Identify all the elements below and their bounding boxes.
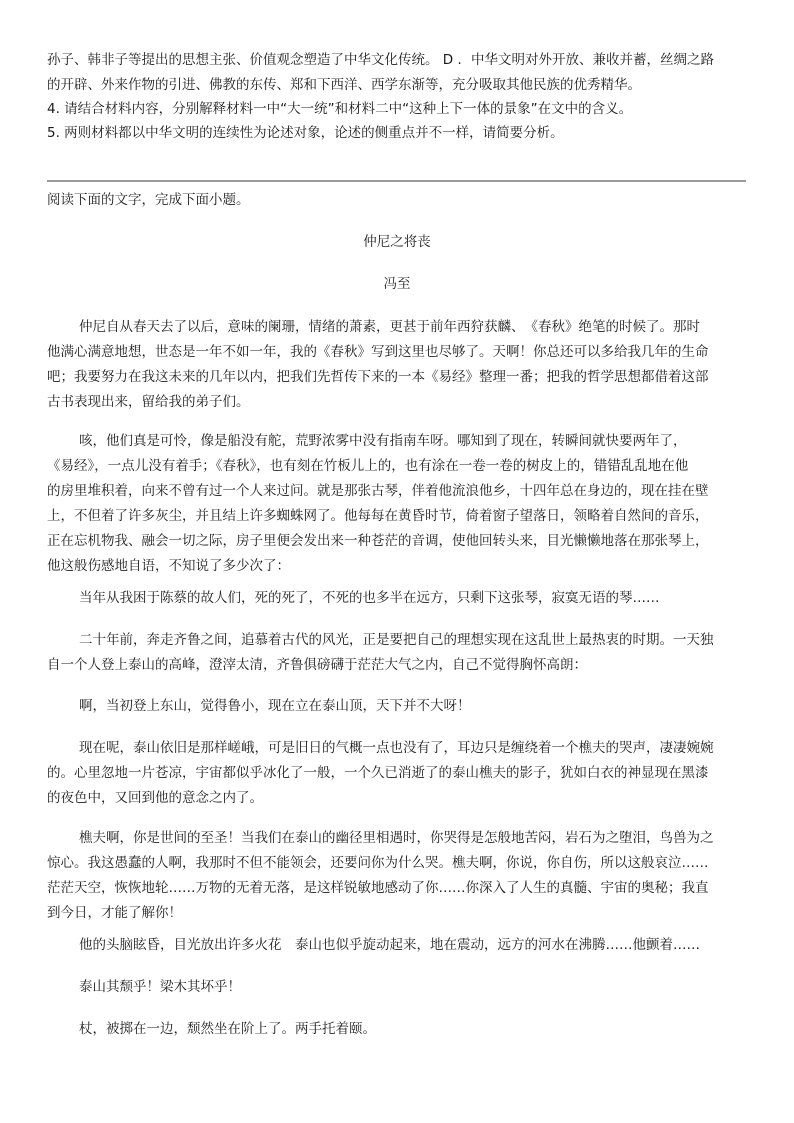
paragraph-line: 樵夫啊，你是世间的至圣！当我们在泰山的幽径里相遇时，你哭得是怎般地苦闷，岩石为之堕泪，鸟兽为之 — [79, 830, 714, 846]
question-4: 4. 请结合材料内容，分别解释材料一中“大一统”和材料二中“这种上下一体的景象”在文中的含义。 — [47, 101, 633, 117]
paragraph-9 — [47, 975, 747, 1000]
paragraph-line: 啊，当初登上东山，觉得鲁小，现在立在泰山顶，天下并不大呀！ — [79, 698, 471, 714]
paragraph-line: 惊心。我这愚蠢的人啊，我那时不但不能领会，还要问你为什么哭。樵夫啊，你说，你自伤，所以这般哀泣…… — [47, 855, 709, 871]
reading-instruction: 阅读下面的文字，完成下面小题。 — [47, 192, 250, 208]
paragraph-line: 的房里堆积着，向来不曾有过一个人来过问。就是那张古琴，伴着他流浪他乡，十四年总在身边的，现在挂在壁 — [47, 483, 709, 499]
question-5: 5. 两则材料都以中华文明的连续性为论述对象，论述的侧重点并不一样，请简要分析。 — [47, 125, 564, 141]
paragraph-line: 他满心满意地想，世态是一年不如一年，我的《春秋》写到这里也尽够了。天啊！你总还可以多给我几年的生命 — [47, 344, 709, 360]
paragraph-line: 正在忘机物我、融会一切之际，房子里便会发出来一种苍茫的音调，使他回转头来，目光懒懒地落在那张琴上， — [47, 533, 709, 549]
article-title: 仲尼之将丧 — [363, 234, 431, 250]
paragraph-6 — [47, 736, 747, 811]
paragraph-4 — [47, 628, 747, 678]
answer-option-text-line-1: 孙子、韩非子等提出的思想主张、价值观念塑造了中华文化传统。 D ．中华文明对外开放、兼收并蓄，丝绸之路 — [47, 52, 714, 68]
paragraph-2 — [47, 429, 747, 579]
paragraph-1 — [47, 315, 747, 415]
paragraph-3 — [47, 586, 747, 611]
section-divider — [47, 180, 746, 182]
paragraph-line: 仲尼自从春天去了以后，意味的阑珊，情绪的萧素，更甚于前年西狩获麟、 《春秋》绝笔的时候了。那时 — [79, 319, 700, 335]
article-author: 冯至 — [383, 276, 411, 292]
paragraph-line: 泰山其颓乎！梁木其坏乎！ — [79, 979, 241, 995]
paragraph-line: 吧；我要努力在我这未来的几年以内，把我们先哲传下来的一本《易经》整理一番；把我的哲学思想都借着这部 — [47, 369, 709, 385]
paragraph-line: 他这般伤感地自语，不知说了多少次了： — [47, 558, 290, 574]
answer-option-text-line-2: 的开辟、外来作物的引进、佛教的东传、郑和下西洋、西学东渐等，充分吸取其他民族的优秀精华。 — [47, 77, 641, 93]
paragraph-line: 二十年前，奔走齐鲁之间，追慕着古代的风光，正是要把自己的理想实现在这乱世上最热衷的时期。一天独 — [79, 632, 714, 648]
paragraph-line: 杖，被掷在一边，颓然坐在阶上了。两手托着颐。 — [79, 1021, 376, 1037]
paragraph-10 — [47, 1017, 747, 1042]
paragraph-line: 《易经》，一点儿没有着手；《春秋》，也有刻在竹板儿上的，也有涂在一卷一卷的树皮上的，错错乱乱地在他 — [47, 458, 689, 474]
paragraph-line: 到今日，才能了解你！ — [47, 905, 182, 921]
paragraph-5 — [47, 694, 747, 719]
paragraph-line: 当年从我困于陈蔡的故人们，死的死了，不死的也多半在远方，只剩下这张琴，寂寞无语的琴…… — [79, 590, 660, 606]
paragraph-line: 他的头脑眩昏，目光放出许多火花 泰山也似乎旋动起来，地在震动，远方的河水在沸腾……他颤着…… — [79, 937, 700, 953]
paragraph-line: 现在呢，泰山依旧是那样嵯峨，可是旧日的气概一点也没有了，耳边只是缠绕着一个樵夫的哭声，凄凄婉婉 — [79, 740, 714, 756]
paragraph-line: 古书表现出来，留给我的弟子们。 — [47, 394, 250, 410]
paragraph-line: 自一个人登上泰山的高峰，澄滓太清，齐鲁俱磅礴于茫茫大气之内，自己不觉得胸怀高朗： — [47, 657, 587, 673]
paragraph-7 — [47, 826, 747, 926]
paragraph-8 — [47, 933, 747, 958]
paragraph-line: 茫茫天空，恢恢地轮……万物的无着无落，是这样锐敏地感动了你……你深入了人生的真髓、宇宙的奥秘；我直 — [47, 880, 709, 896]
paragraph-line: 上，不但着了许多灰尘，并且结上许多蜘蛛网了。他每每在黄昏时节，倚着窗子望落日，领略着自然间的音乐， — [47, 508, 709, 524]
paragraph-line: 咳，他们真是可怜，像是船没有舵，荒野浓雾中没有指南车呀。哪知到了现在，转瞬间就快要两年了， — [79, 433, 687, 449]
paragraph-line: 的。心里忽地一片苍凉，宇宙都似乎冰化了一般，一个久已消逝了的泰山樵夫的影子，犹如白衣的神显现在黑漆 — [47, 765, 709, 781]
paragraph-line: 的夜色中，又回到他的意念之内了。 — [47, 790, 263, 806]
